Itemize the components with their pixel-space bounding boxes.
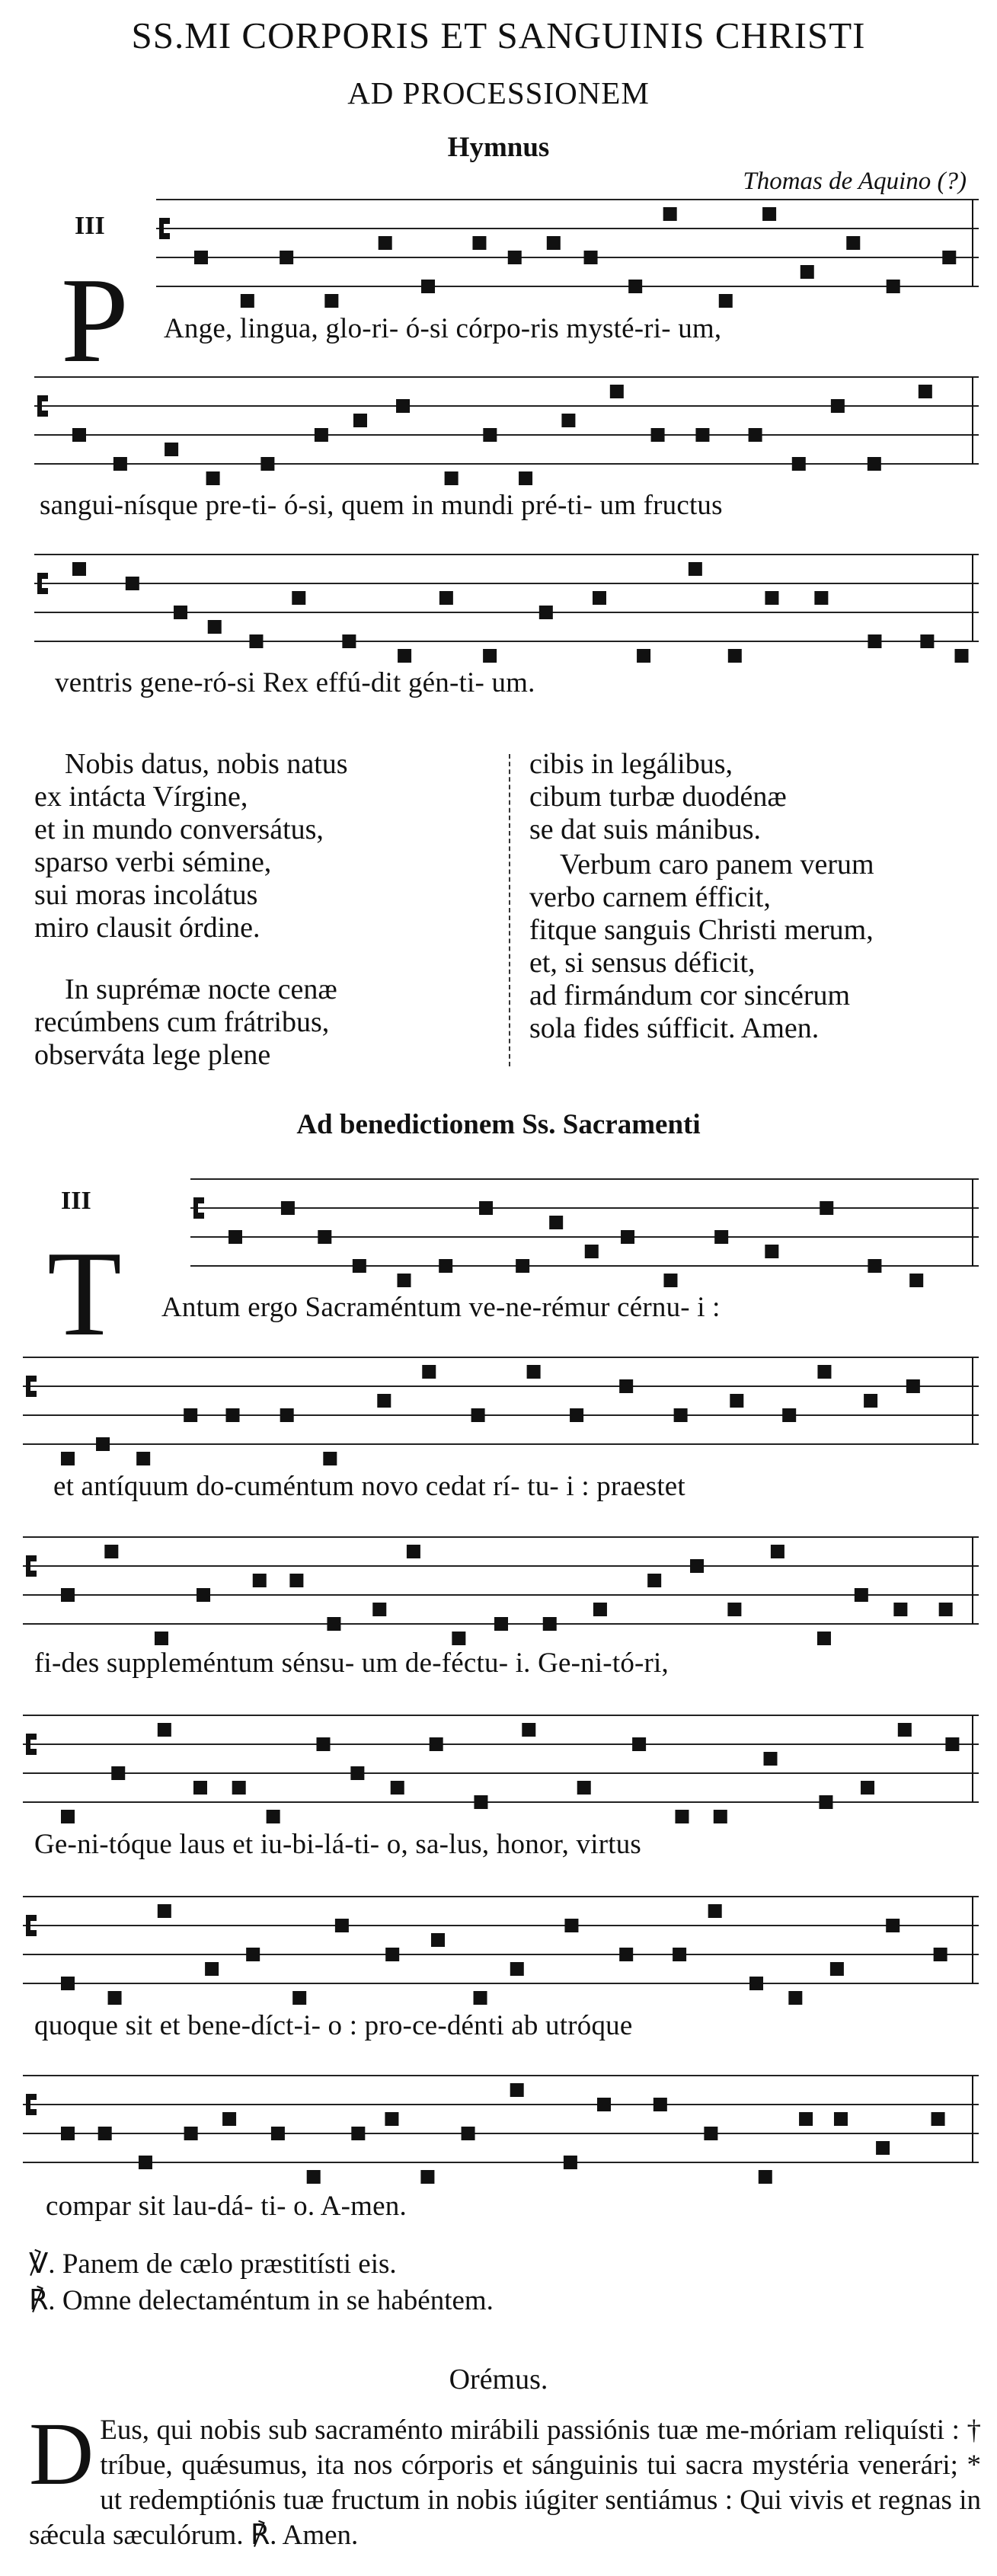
stanza-line: et in mundo conversátus,: [34, 813, 324, 845]
stanza-line: In suprémæ nocte cenæ: [65, 973, 337, 1005]
chant-staff: [23, 1537, 979, 1645]
tantum-lyrics-line-1: Antum ergo Sacraméntum ve-ne-rémur cérnu- i :: [161, 1292, 721, 1323]
tantum-lyrics-line-3: fi-des suppleméntum sénsu- um de-féctu- i. Ge-ni-tó-ri,: [34, 1648, 669, 1679]
chant-staff: [23, 2076, 979, 2184]
stanza-line: ad firmándum cor sincérum: [529, 980, 851, 1012]
versicle-text: Panem de cælo præstitísti eis.: [62, 2248, 397, 2280]
stanza-line: miro clausit órdine.: [34, 912, 260, 944]
response-text: Omne delectaméntum in se habéntem.: [62, 2285, 494, 2316]
hymn-lyrics-line-2: sangui-nísque pre-ti- ó-si, quem in mundi pré-ti- um fructus: [40, 490, 723, 521]
initial-letter-t: T: [47, 1226, 122, 1361]
stanza-line: Verbum caro panem verum: [560, 849, 874, 881]
stanza-2: [34, 748, 348, 944]
mode-label-benediction: III: [61, 1187, 91, 1215]
stanza-line: sola fides súfficit. Amen.: [529, 1012, 820, 1044]
stanza-line: cibum turbæ duodénæ: [529, 781, 787, 813]
chant-staff: [23, 1715, 979, 1823]
stanza-line: ex intácta Vírgine,: [34, 781, 248, 813]
stanza-3b: [529, 748, 787, 846]
hymn-lyrics-line-3: ventris gene-ró-si Rex effú-dit gén-ti- um.: [55, 667, 535, 698]
chant-staff: [190, 1179, 979, 1287]
tantum-lyrics-line-2: et antíquum do-cuméntum novo cedat rí- tu- i : praestet: [53, 1471, 685, 1502]
stanza-line: sparso verbi sémine,: [34, 846, 272, 878]
tantum-lyrics-line-6: compar sit lau-dá- ti- o. A-men.: [46, 2191, 407, 2222]
section-heading-benediction: Ad benedictionem Ss. Sacramenti: [296, 1109, 701, 1140]
versicle-symbol: ℣.: [29, 2248, 56, 2280]
response-symbol: ℟.: [29, 2285, 56, 2316]
stanza-line: et, si sensus déficit,: [529, 947, 756, 979]
stanza-line: recúmbens cum frátribus,: [34, 1006, 330, 1038]
stanza-line: observáta lege plene: [34, 1039, 271, 1071]
chant-staff: [34, 377, 979, 485]
chant-staff: [23, 1897, 979, 2005]
prayer-initial: D: [29, 2404, 94, 2504]
stanza-line: Nobis datus, nobis natus: [65, 748, 348, 780]
response: [29, 2284, 494, 2317]
section-heading-hymnus: Hymnus: [447, 132, 550, 163]
stanza-3a: [34, 973, 337, 1072]
hymn-lyrics-line-1: Ange, lingua, glo-ri- ó-si córpo-ris mysté-ri- um,: [164, 313, 722, 344]
tantum-lyrics-line-4: Ge-ni-tóque laus et iu-bi-lá-ti- o, sa-lus, honor, virtus: [34, 1829, 642, 1860]
stanza-line: se dat suis mánibus.: [529, 813, 761, 845]
chant-staff: [23, 1357, 979, 1465]
initial-letter-p: P: [61, 252, 129, 388]
author-attribution: Thomas de Aquino (?): [743, 168, 967, 195]
stanza-line: sui moras incolátus: [34, 879, 258, 911]
page-title: SS.MI CORPORIS ET SANGUINIS CHRISTI: [131, 14, 866, 56]
tantum-lyrics-line-5: quoque sit et bene-díct-i- o : pro-ce-dénti ab utróque: [34, 2010, 633, 2041]
stanza-line: verbo carnem éfficit,: [529, 881, 771, 913]
mode-label-hymn: III: [75, 212, 105, 240]
stanza-line: cibis in legálibus,: [529, 748, 733, 780]
chant-staff: [156, 200, 979, 308]
prayer-body: Eus, qui nobis sub sacraménto mirábili passiónis tuæ me-móriam reliquísti : † tríbue, quǽsumus, ita nos córporis et sánguinis tui sacra mystéria venerári; * ut redemptiónis tuæ fructum in nobis iúgiter sentiámus : Qui vivis et regnas in sǽcula sæculórum. ℟. Amen.: [29, 2415, 981, 2551]
stanza-4: [529, 849, 874, 1045]
chant-staff: [34, 555, 979, 663]
oremus-heading: Orémus.: [449, 2363, 548, 2395]
column-divider: [509, 754, 510, 1066]
stanza-line: fitque sanguis Christi merum,: [529, 914, 874, 946]
page-subtitle: AD PROCESSIONEM: [347, 75, 650, 110]
prayer-text: [29, 2404, 981, 2553]
versicle: [29, 2247, 397, 2280]
